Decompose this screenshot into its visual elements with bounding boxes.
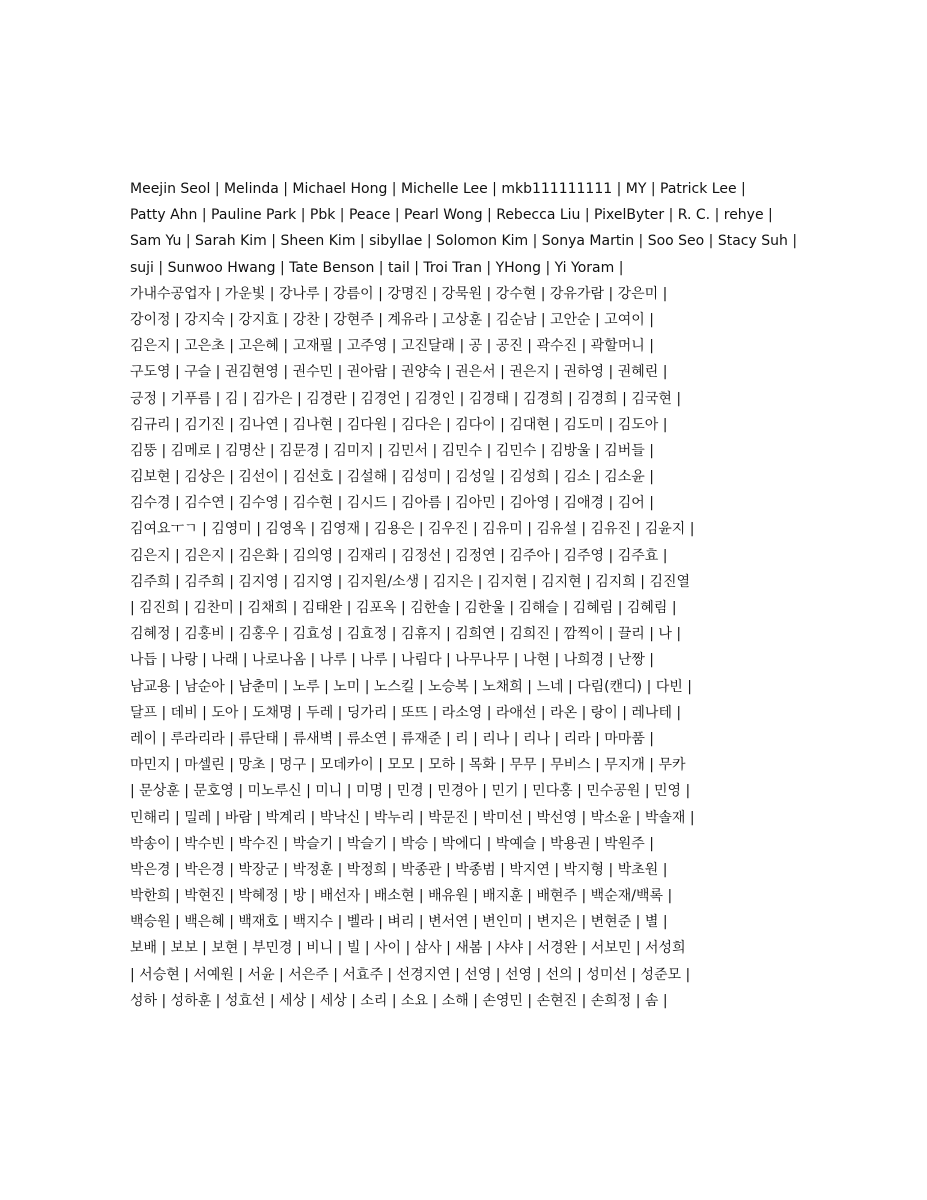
name-list-line: 김은지 | 고은초 | 고은혜 | 고재필 | 고주영 | 고진달래 | 공 | 공진 | 곽수진 | 곽할머니 | (130, 338, 654, 355)
name-list-line: 민해리 | 밀레 | 바람 | 박계리 | 박낙신 | 박누리 | 박문진 | 박미선 | 박선영 | 박소윤 | 박솔재 | (130, 809, 695, 826)
name-list-line: 김혜정 | 김홍비 | 김홍우 | 김효성 | 김효정 | 김휴지 | 김희연 | 김희진 | 깜찍이 | 끌리 | 나 | (130, 626, 682, 643)
name-list-line: 김뚱 | 김메로 | 김명산 | 김문경 | 김미지 | 김민서 | 김민수 | 김민수 | 김방울 | 김버들 | (130, 442, 654, 459)
name-list-line: 나듭 | 나랑 | 나래 | 나로나옴 | 나루 | 나루 | 나림다 | 나무나무 | 나현 | 나희경 | 난짱 | (130, 652, 655, 669)
name-list-line: 김여요ㅜㄱ | 김영미 | 김영옥 | 김영재 | 김용은 | 김우진 | 김유미 | 김유설 | 김유진 | 김윤지 | (130, 521, 695, 538)
name-list-line: 보배 | 보보 | 보현 | 부민경 | 비니 | 빌 | 사이 | 삼사 | 새봄 | 샤샤 | 서경완 | 서보민 | 서성희 (130, 940, 686, 957)
name-list-page (130, 176, 820, 1014)
name-list-line: | 서승현 | 서예원 | 서윤 | 서은주 | 서효주 | 선경지연 | 선영 | 선영 | 선의 | 성미선 | 성준모 | (130, 966, 691, 983)
name-list-line: 마민지 | 마셀린 | 망초 | 멍구 | 모데카이 | 모모 | 모하 | 목화 | 무무 | 무비스 | 무지개 | 무카 (130, 757, 686, 774)
name-list-line: 박한희 | 박현진 | 박혜정 | 방 | 배선자 | 배소현 | 배유원 | 배지훈 | 배현주 | 백순재/백록 | (130, 888, 673, 905)
name-list-line: 김수경 | 김수연 | 김수영 | 김수현 | 김시드 | 김아름 | 김아민 | 김아영 | 김애경 | 김어 | (130, 495, 654, 512)
name-list-line: Patty Ahn | Pauline Park | Pbk | Peace | Pearl Wong | Rebecca Liu | PixelByter | R. C. | rehye | (130, 207, 773, 224)
name-list-line: | 문상훈 | 문호영 | 미노루신 | 미니 | 미명 | 민경 | 민경아 | 민기 | 민다홍 | 민수공원 | 민영 | (130, 783, 691, 800)
name-list-line: 긍정 | 기푸름 | 김 | 김가은 | 김경란 | 김경언 | 김경인 | 김경태 | 김경희 | 김경희 | 김국현 | (130, 390, 682, 407)
name-list-line: 성하 | 성하훈 | 성효선 | 세상 | 세상 | 소리 | 소요 | 소해 | 손영민 | 손현진 | 손희정 | 솜 | (130, 992, 668, 1009)
name-list-line: 남교용 | 남순아 | 남춘미 | 노루 | 노미 | 노스킬 | 노승복 | 노채희 | 느네 | 다림(캔디) | 다빈 | (130, 678, 692, 695)
name-list-line: suji | Sunwoo Hwang | Tate Benson | tail | Troi Tran | YHong | Yi Yoram | (130, 259, 624, 276)
name-list-line: 레이 | 루라리라 | 류단태 | 류새벽 | 류소연 | 류재준 | 리 | 리나 | 리나 | 리라 | 마마품 | (130, 730, 655, 747)
name-list-line: 백승원 | 백은혜 | 백재호 | 백지수 | 벨라 | 벼리 | 변서연 | 변인미 | 변지은 | 변현준 | 별 | (130, 914, 668, 931)
name-list-line: 강이정 | 강지숙 | 강지효 | 강찬 | 강현주 | 계유라 | 고상훈 | 김순남 | 고안순 | 고여이 | (130, 311, 654, 328)
name-list-line: 가내수공업자 | 가운빛 | 강나루 | 강름이 | 강명진 | 강묵원 | 강수현 | 강유가람 | 강은미 | (130, 285, 668, 302)
name-list-line: 김주희 | 김주희 | 김지영 | 김지영 | 김지원/소생 | 김지은 | 김지현 | 김지현 | 김지희 | 김진열 (130, 573, 691, 590)
name-list-line: Meejin Seol | Melinda | Michael Hong | Michelle Lee | mkb111111111 | MY | Patrick Lee | (130, 181, 746, 197)
name-list-line: 달프 | 데비 | 도아 | 도채명 | 두레 | 딩가리 | 또뜨 | 라소영 | 라애선 | 라온 | 랑이 | 레나테 | (130, 704, 682, 721)
name-list-line: 김은지 | 김은지 | 김은화 | 김의영 | 김재리 | 김정선 | 김정연 | 김주아 | 김주영 | 김주효 | (130, 547, 668, 564)
name-list-line: 박송이 | 박수빈 | 박수진 | 박슬기 | 박슬기 | 박승 | 박에디 | 박예슬 | 박용권 | 박원주 | (130, 835, 654, 852)
name-list-line: | 김진희 | 김찬미 | 김채희 | 김태완 | 김포옥 | 김한솔 | 김한울 | 김해슬 | 김혜림 | 김혜림 | (130, 600, 677, 616)
name-list-line: 김규리 | 김기진 | 김나연 | 김나현 | 김다원 | 김다은 | 김다이 | 김대현 | 김도미 | 김도아 | (130, 416, 668, 433)
name-list-line: 구도영 | 구슬 | 권김현영 | 권수민 | 권아람 | 권양숙 | 권은서 | 권은지 | 권하영 | 권혜린 | (130, 364, 668, 381)
name-list-line: 김보현 | 김상은 | 김선이 | 김선호 | 김설해 | 김성미 | 김성일 | 김성희 | 김소 | 김소윤 | (130, 469, 654, 486)
name-list-line: Sam Yu | Sarah Kim | Sheen Kim | sibyllae | Solomon Kim | Sonya Martin | Soo Seo | Stacy Suh | (130, 233, 798, 250)
name-list-line: 박은경 | 박은경 | 박장군 | 박정훈 | 박정희 | 박종관 | 박종범 | 박지연 | 박지형 | 박초원 | (130, 861, 668, 878)
